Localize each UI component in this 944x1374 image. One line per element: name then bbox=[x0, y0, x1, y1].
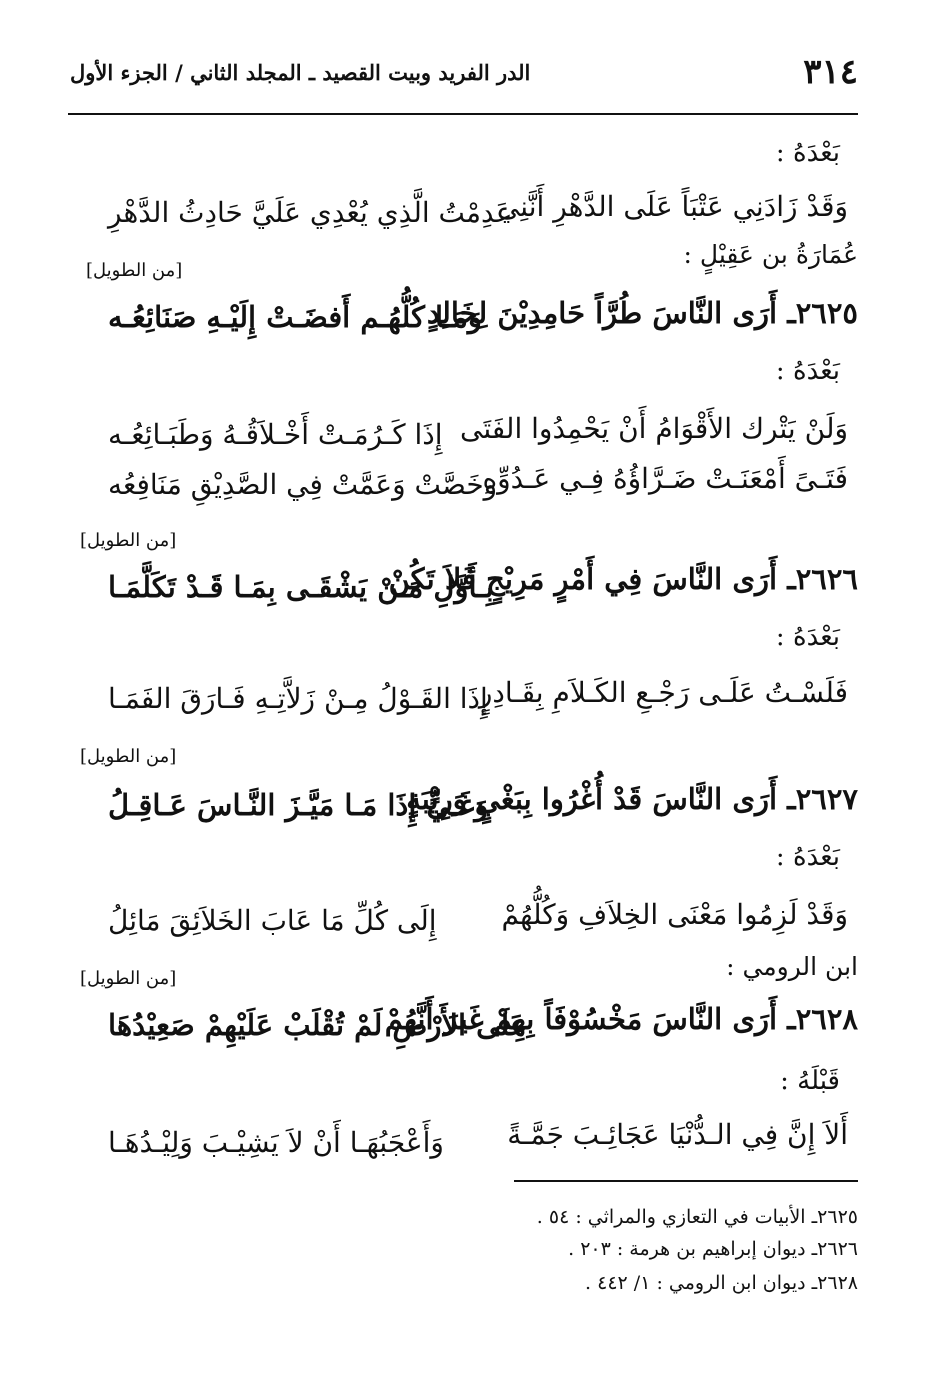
verse-second-hemistich: إِلَى كُلِّ مَا عَابَ الخَلاَئِقَ مَائِلُ bbox=[108, 904, 437, 937]
verse-second-hemistich: وخَصَّتْ وَعَمَّتْ فِي الصَّدِيْقِ مَنَافِعُه bbox=[108, 468, 498, 501]
verse-first-hemistich: وَقَدْ زَادَنِي عَتْبَاً عَلَى الدَّهْرِ أَنَّنِي bbox=[496, 190, 848, 223]
verse-2627-second-hemistich: وَغَـيٍّ إِذَا مَـا مَيَّـزَ النَّـاسَ عَـاقِـلُ bbox=[108, 788, 489, 822]
verse-first-hemistich: وَلَنْ يَتْرك الأَقْوَامُ أَنْ يَحْمِدُوا الفَتَى bbox=[459, 412, 848, 445]
section-label: بَعْدَهُ : bbox=[775, 622, 840, 652]
meter-label: [من الطويل] bbox=[80, 746, 177, 767]
verse-2626-first-hemistich: ٢٦٢٦ـ أَرَى النَّاسَ فِي أَمْرٍ مَرِيْجٍ فَلاَ تَكُنْ bbox=[388, 562, 858, 596]
verse-first-hemistich: وَقَدْ لَزِمُوا مَعْنَى الخِلاَفِ وَكُلُّهُمْ bbox=[501, 898, 848, 931]
verse-2625-first-hemistich: ٢٦٢٥ـ أَرَى النَّاسَ طُرَّاً حَامِدِيْنَ لِخَالِدٍ bbox=[426, 296, 858, 330]
verse-2628-second-hemistich: عَلَى الأَرْضِ لَمْ تُقْلَبْ عَلَيْهِمْ صَعِيْدُهَا bbox=[108, 1008, 528, 1042]
running-header: الدر الفريد وبيت القصيد ـ المجلد الثاني / الجزء الأول bbox=[70, 60, 531, 85]
page-number: ٣١٤ bbox=[803, 52, 858, 92]
verse-2625-second-hemistich: وَمَـا كُلُّهُـم أَفضَـتْ إِلَيْـهِ صَنَائِعُـه bbox=[108, 300, 482, 334]
verse-second-hemistich: إِذَا كَـرُمَـتْ أَخْـلاَقُـهُ وَطَبَـائِعُـه bbox=[108, 418, 443, 451]
section-label: بَعْدَهُ : bbox=[775, 138, 840, 168]
poet-label: عُمَارَةُ بن عَقِيْلٍ : bbox=[683, 240, 858, 269]
verse-second-hemistich: وَأَعْجَبُهَـا أَنْ لاَ يَشِيْـبَ وَلِيْـدُهَـا bbox=[108, 1126, 444, 1159]
footnote: ٢٦٢٥ـ الأبيات في التعازي والمراثي : ٥٤ . bbox=[536, 1206, 858, 1228]
meter-label: [من الطويل] bbox=[80, 530, 177, 551]
verse-first-hemistich: فَلَسْـتُ عَلَـى رَجْـعِ الكَـلاَمِ بِقَـادِرٍ bbox=[478, 676, 848, 709]
footnote: ٢٦٢٦ـ ديوان إبراهيم بن هرمة : ٢٠٣ . bbox=[568, 1238, 858, 1260]
verse-2626-second-hemistich: بِـأَوَّلِ مَـنْ يَشْقَـى بِمَـا قَـدْ تَكَلَّمَـا bbox=[108, 570, 494, 604]
verse-second-hemistich: إِذَا القَـوْلُ مِـنْ زَلاَّتِـهِ فَـارَقَ الفَمَـا bbox=[108, 682, 488, 715]
verse-2627-first-hemistich: ٢٦٢٧ـ أَرَى النَّاسَ قَدْ أُغْرُوا بِبَغْيٍ وَرِيْبَةٍ bbox=[406, 782, 858, 816]
verse-second-hemistich: عَدِمْتُ الَّذِي يُعْدِي عَلَيَّ حَادِثُ الدَّهْرِ bbox=[108, 196, 513, 229]
section-label: بَعْدَهُ : bbox=[775, 356, 840, 386]
footnote: ٢٦٢٨ـ ديوان ابن الرومي : ١/ ٤٤٢ . bbox=[585, 1272, 858, 1294]
header-rule bbox=[68, 113, 858, 115]
footnote-rule bbox=[514, 1180, 858, 1182]
meter-label: [من الطويل] bbox=[86, 260, 183, 281]
verse-first-hemistich: فَتَـىً أَمْعَنَـتْ ضَـرَّاؤُهُ فِـي عَـدُوِّهِ bbox=[482, 462, 848, 495]
verse-first-hemistich: أَلاَ إِنَّ فِي الـدُّنْيَا عَجَائِـبَ جَمَّـةً bbox=[507, 1118, 848, 1151]
section-label: قَبْلَهُ : bbox=[780, 1066, 840, 1096]
meter-label: [من الطويل] bbox=[80, 968, 177, 989]
poet-label: ابن الرومي : bbox=[726, 952, 858, 981]
section-label: بَعْدَهُ : bbox=[775, 842, 840, 872]
verse-2628-first-hemistich: ٢٦٢٨ـ أَرَى النَّاسَ مَخْسُوْفَاً بِهِمْ غَيرَ أَنَّهُمْ bbox=[384, 1002, 858, 1036]
